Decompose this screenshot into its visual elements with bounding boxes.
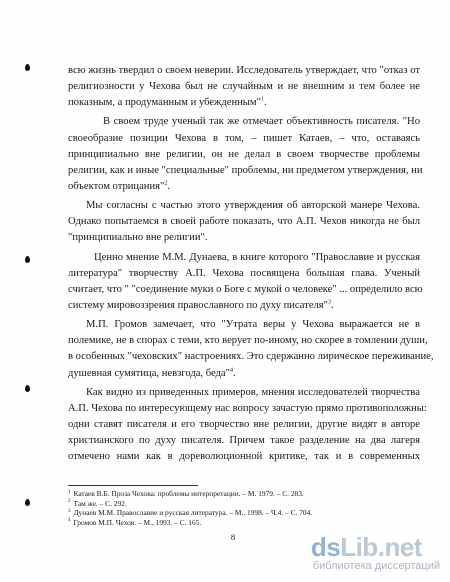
text-line-content: Ценно мнение М.М. Дунаева, в книге которого "Православие и русская	[94, 251, 420, 263]
footnote-number: 4	[68, 518, 71, 524]
text-line: А.П. Чехова по интересующему нас вопросу зачастую прямо противоположны:	[68, 402, 427, 414]
watermark[interactable]	[310, 532, 440, 572]
paragraph	[68, 114, 423, 195]
footnote	[68, 489, 428, 499]
text-line: христианского по духу писателя. Причем такое разделение на два лагеря	[68, 435, 420, 447]
paragraph	[68, 385, 427, 466]
text-line	[68, 366, 420, 382]
footnote-text: Там же. – С. 292.	[73, 498, 127, 508]
text-line-content: систему мировоззрения православного по духу писателя"	[68, 299, 329, 311]
text-line	[68, 179, 420, 195]
watermark-subtitle: библиотека диссертаций	[312, 560, 440, 572]
paragraph	[68, 63, 420, 111]
paragraph	[68, 317, 434, 382]
footnote-number: 2	[68, 499, 71, 505]
text-line-content: показным, а продуманным и убежденным"	[68, 97, 261, 109]
footnote-text: Громов М.П. Чехов. – М., 1993. – С. 165.	[73, 517, 202, 527]
footnote-ref: 3	[328, 299, 332, 306]
text-line: "принципиально вне религии".	[68, 232, 208, 244]
text-line	[68, 198, 420, 214]
footnote	[68, 499, 428, 509]
footnote-number: 3	[68, 508, 71, 514]
text-line: своеобразие позиции Чехова в том, – пишет Катаев, – что, оставаясь	[68, 132, 420, 144]
text-line: принципиально вне религии, он не делал в своем творчестве проблемы	[68, 148, 420, 160]
logo-dot: .	[377, 532, 385, 562]
body-text	[68, 63, 434, 465]
footnote	[68, 508, 428, 518]
text-line: Однако попытаемся в своей работе показать, что А.П. Чехов никогда не был	[68, 216, 420, 228]
margin-mark	[25, 499, 30, 506]
margin-mark	[25, 385, 30, 392]
text-line-content: душевная сумятица, невзгода, беда"	[68, 367, 230, 379]
text-line: отмечено нами как в дореволюционной критике, так и в современных	[68, 451, 420, 463]
text-line-content: В своем труде ученый так же отмечает объективность писателя. "Но	[103, 116, 420, 128]
watermark-logo	[310, 532, 440, 562]
text-line-content: Как видно из приведенных примеров, мнения исследователей творчества	[86, 386, 420, 398]
footnote-ref: 1	[260, 96, 264, 103]
page-number: 8	[230, 532, 236, 542]
text-line	[68, 317, 420, 333]
text-line: религиозности у Чехова был не случайным и не внешним и тем более не	[68, 81, 420, 93]
text-line-content: М.П. Громов замечает, что "Утрата веры у Чехова выражается не в	[86, 319, 420, 331]
logo-lib: Lib	[340, 532, 378, 562]
footnote-ref: 2	[164, 180, 168, 187]
text-line: религии, как и иные "специальные" проблемы, ни предметом утверждения, ни	[68, 164, 423, 176]
text-line-content: Мы согласны с частью этого утверждения об авторской манере Чехова.	[86, 200, 420, 212]
text-line	[68, 298, 420, 314]
text-line	[68, 385, 420, 401]
footnote-divider	[68, 485, 198, 486]
text-line: всю жизнь твердил о своем неверии. Исследователь утверждает, что "отказ от	[68, 65, 420, 76]
text-line: считает, что " "соединение муки о Боге с мукой о человеке" ... определило всю	[68, 283, 423, 295]
text-line: одни ставят писателя и его творчество вне религии, другие видят в авторе	[68, 418, 420, 430]
text-line	[68, 250, 420, 266]
text-line-content: объектом отрицания"	[68, 180, 165, 192]
paragraph	[68, 198, 420, 246]
text-tail: .	[167, 180, 170, 192]
logo-net: net	[384, 532, 422, 562]
footnotes	[68, 489, 428, 527]
footnote-text: Дунаев М.М. Православие и русская литература. – М., 1998. – Ч.4. – С. 704.	[73, 508, 313, 518]
margin-mark	[25, 64, 30, 71]
text-line: полемике, не в спорах с теми, кто верует по-иному, но скорее в томлении души,	[68, 335, 428, 347]
footnote-ref: 4	[229, 367, 233, 373]
text-tail: .	[331, 299, 334, 311]
text-tail: .	[263, 97, 267, 109]
text-line: литература" творчеству А.П. Чехова посвящена большая глава. Ученый	[68, 267, 420, 279]
text-tail: .	[232, 367, 236, 379]
text-line	[68, 95, 420, 111]
paragraph	[68, 250, 423, 315]
footnote-number: 1	[68, 489, 71, 495]
margin-mark	[25, 256, 30, 263]
text-line: в особенных "чеховских" настроениях. Это сдержанно лирическое переживание,	[68, 351, 434, 363]
footnote-text: Катаев В.Б. Проза Чехова: проблемы интерпретации. – М. 1979. – С. 283.	[73, 489, 304, 498]
logo-ds: ds	[310, 532, 341, 562]
text-line	[68, 114, 420, 130]
footnote	[68, 518, 428, 528]
